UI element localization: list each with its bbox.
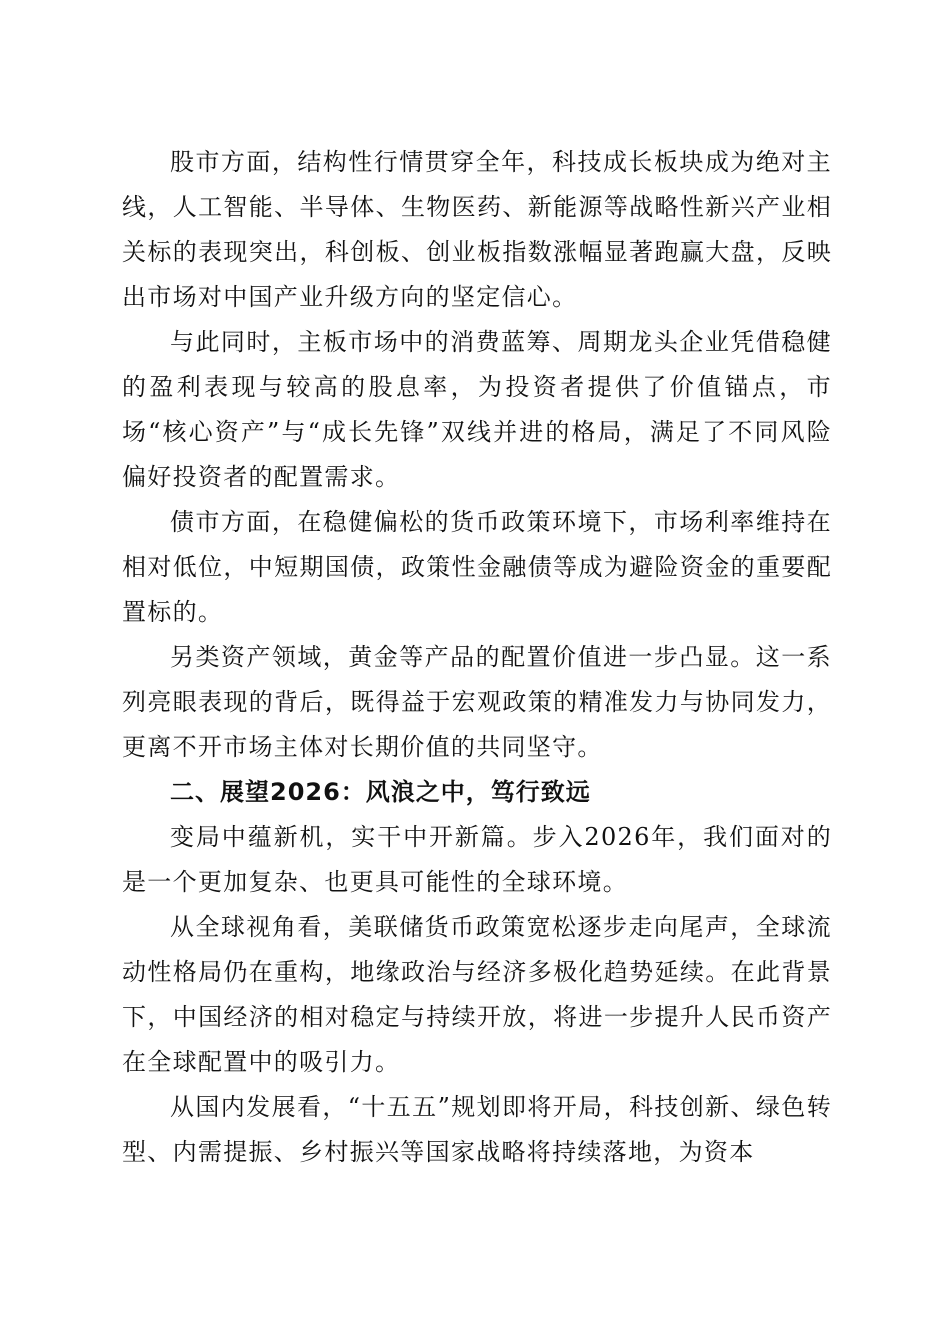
- paragraph-global-view: 从全球视角看，美联储货币政策宽松逐步走向尾声，全球流动性格局仍在重构，地缘政治与经济多极化趋势延续。在此背景下，中国经济的相对稳定与持续开放，将进一步提升人民币资产在全球配置中的吸引力。: [122, 913, 832, 1076]
- paragraph-domestic-view: 从国内发展看，“十五五”规划即将开局，科技创新、绿色转型、内需提振、乡村振兴等国家战略将持续落地，为资本: [122, 1093, 832, 1166]
- document-body: [122, 140, 832, 1175]
- paragraph-bond-market: 债市方面，在稳健偏松的货币政策环境下，市场利率维持在相对低位，中短期国债，政策性金融债等成为避险资金的重要配置标的。: [122, 508, 832, 626]
- paragraph-main-board: 与此同时，主板市场中的消费蓝筹、周期龙头企业凭借稳健的盈利表现与较高的股息率，为投资者提供了价值锚点，市场“核心资产”与“成长先锋”双线并进的格局，满足了不同风险偏好投资者的配置需求。: [122, 328, 832, 491]
- paragraph-outlook-intro: 变局中蕴新机，实干中开新篇。步入2026年，我们面对的是一个更加复杂、也更具可能性的全球环境。: [122, 823, 832, 896]
- section-heading: 二、展望2026：风浪之中，笃行致远: [170, 778, 591, 806]
- paragraph-stock-market: 股市方面，结构性行情贯穿全年，科技成长板块成为绝对主线，人工智能、半导体、生物医药、新能源等战略性新兴产业相关标的表现突出，科创板、创业板指数涨幅显著跑赢大盘，反映出市场对中国产业升级方向的坚定信心。: [122, 148, 832, 311]
- paragraph-alternative-assets: 另类资产领域，黄金等产品的配置价值进一步凸显。这一系列亮眼表现的背后，既得益于宏观政策的精准发力与协同发力，更离不开市场主体对长期价值的共同坚守。: [122, 643, 832, 761]
